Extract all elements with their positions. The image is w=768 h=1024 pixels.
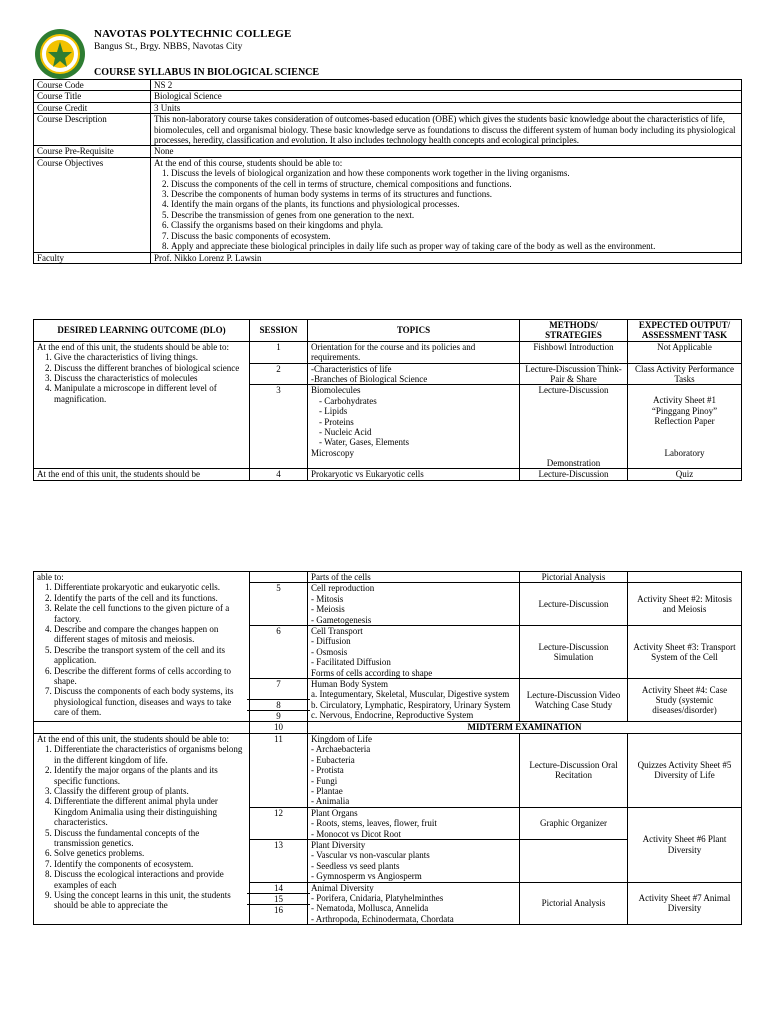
topic-subitem: - Facilitated Diffusion xyxy=(311,657,391,668)
unit3-dlo-cell xyxy=(34,733,250,924)
topic-subitem: - Monocot vs Dicot Root xyxy=(311,828,401,839)
session-row-11 xyxy=(34,733,742,807)
session-topic xyxy=(308,882,520,925)
course-credit-value: 3 Units xyxy=(151,102,742,113)
topic-line: Plant Diversity xyxy=(311,839,366,850)
topic-line: Biomolecules xyxy=(311,385,361,396)
syllabus-page-1 xyxy=(0,0,768,510)
session-number: 3 xyxy=(250,385,308,469)
course-code-value: NS 2 xyxy=(151,80,742,91)
session-number: 2 xyxy=(250,363,308,385)
session-number-14: 14 xyxy=(247,883,310,894)
session-method xyxy=(520,839,628,882)
objective-item: 7. Discuss the basic components of ecosystem. xyxy=(171,231,738,241)
dlo-item: 6. Solve genetics problems. xyxy=(54,848,246,858)
topic-subitem: - Osmosis xyxy=(311,646,348,657)
course-description-value: This non-laboratory course takes consideration of outcomes-based education (OBE) which gives the students basic knowledge about the characteristics of life, biomolecules, cell and organismal biology. These basic knowledge serve as foundations to discuss the different system of human body including its physiological processes, heredity, classification and evolution. It also includes technology health concepts and ecological principles. xyxy=(151,114,742,146)
dlo-item: 8. Discuss the ecological interactions and provide examples of each xyxy=(54,869,246,890)
session-method: Pictorial Analysis xyxy=(520,572,628,583)
course-prereq-label: Course Pre-Requisite xyxy=(34,146,151,157)
session-output: Class Activity Performance Tasks xyxy=(628,363,742,385)
faculty-row xyxy=(34,252,742,263)
session-topic xyxy=(308,626,520,679)
dlo-item: 1. Differentiate prokaryotic and eukaryotic cells. xyxy=(54,582,246,592)
topic-subitem: c. Nervous, Endocrine, Reproductive System xyxy=(311,710,474,721)
course-prereq-value: None xyxy=(151,146,742,157)
session-number xyxy=(250,572,308,583)
college-seal-icon xyxy=(34,28,86,80)
session-topic xyxy=(308,385,520,469)
topic-subitem: - Seedless vs seed plants xyxy=(311,860,400,871)
session-method: Lecture-Discussion Simulation xyxy=(520,626,628,679)
topic-line: -Branches of Biological Science xyxy=(311,374,428,385)
session-output: Activity Sheet #6 Plant Diversity xyxy=(628,807,742,882)
topic-subitem: - Nucleic Acid xyxy=(319,427,372,438)
unit1-dlo-cell xyxy=(34,341,250,468)
college-address: Bangus St., Brgy. NBBS, Navotas City xyxy=(94,42,243,52)
session-output: Not Applicable xyxy=(628,341,742,363)
topic-subitem: - Water, Gases, Elements xyxy=(319,437,409,448)
topic-subitem: - Vascular vs non-vascular plants xyxy=(311,850,430,861)
session-number: 4 xyxy=(250,469,308,480)
session-number: 1 xyxy=(250,341,308,363)
session-topic xyxy=(308,679,520,722)
session-method: Graphic Organizer xyxy=(520,807,628,839)
objective-item: 6. Classify the organisms based on their kingdoms and phyla. xyxy=(171,220,738,230)
unit2-dlo-list xyxy=(37,582,246,717)
topic-line: Forms of cells according to shape xyxy=(311,667,433,678)
faculty-value: Prof. Nikko Lorenz P. Lawsin xyxy=(151,252,742,263)
topics-column-header: TOPICS xyxy=(308,320,520,342)
topic-subitem: - Mitosis xyxy=(311,593,344,604)
session-topic xyxy=(308,583,520,626)
session-method: Lecture-Discussion Oral Recitation xyxy=(520,733,628,807)
topic-line: Animal Diversity xyxy=(311,882,374,893)
course-info-table xyxy=(33,79,742,264)
topic-subitem: - Animalia xyxy=(311,796,350,807)
topic-subitem: - Carbohydrates xyxy=(319,395,377,406)
output-column-header: EXPECTED OUTPUT/ ASSESSMENT TASK xyxy=(628,320,742,342)
session-output: Activity Sheet #7 Animal Diversity xyxy=(628,882,742,925)
course-description-label: Course Description xyxy=(34,114,151,146)
objectives-list xyxy=(154,168,738,251)
lesson-plan-table-part2 xyxy=(33,571,742,925)
session-row-4-cont xyxy=(34,572,742,583)
session-output xyxy=(628,572,742,583)
unit2-dlo-cell xyxy=(34,572,250,722)
unit1-dlo-list xyxy=(37,352,246,404)
session-method: Fishbowl Introduction xyxy=(520,341,628,363)
topic-subitem: - Protista xyxy=(311,765,344,776)
course-credit-label: Course Credit xyxy=(34,102,151,113)
dlo-item: 7. Discuss the components of each body systems, its physiological function, diseases and ways to take care of them. xyxy=(54,686,246,717)
dlo-item: 3. Discuss the characteristics of molecules xyxy=(54,373,246,383)
course-title-row xyxy=(34,91,742,102)
session-topic xyxy=(308,733,520,807)
dlo-item: 4. Describe and compare the changes happen on different stages of mitosis and meiosis. xyxy=(54,624,246,645)
course-code-label: Course Code xyxy=(34,80,151,91)
lesson-plan-table-part1 xyxy=(33,319,742,481)
objective-item: 1. Discuss the levels of biological organization and how these components work together in the living organisms. xyxy=(171,168,738,178)
session-method xyxy=(520,385,628,469)
session-number: 10 xyxy=(250,722,308,733)
topic-subitem: - Archaebacteria xyxy=(311,744,371,755)
dlo-item: 1. Differentiate the characteristics of organisms belong in the different kingdom of life. xyxy=(54,744,246,765)
topic-subitem: - Porifera, Cnidaria, Platyhelminthes xyxy=(311,892,444,903)
session-method: Lecture-Discussion Think-Pair & Share xyxy=(520,363,628,385)
topic-subitem: - Meiosis xyxy=(311,604,345,615)
session-output: Quiz xyxy=(628,469,742,480)
faculty-label: Faculty xyxy=(34,252,151,263)
objective-item: 8. Apply and appreciate these biological principles in daily life such as proper way of taking care of the body as well as the environment. xyxy=(171,241,738,251)
session-number: 5 xyxy=(250,583,308,626)
session-output xyxy=(628,385,742,469)
course-description-row xyxy=(34,114,742,146)
dlo-item: 4. Manipulate a microscope in different level of magnification. xyxy=(54,383,246,404)
dlo-item: 2. Identify the major organs of the plants and its specific functions. xyxy=(54,765,246,786)
dlo-item: 7. Identify the components of ecosystem. xyxy=(54,859,246,869)
session-method: Lecture-Discussion Video Watching Case Study xyxy=(520,679,628,722)
session-number-15: 15 xyxy=(247,894,310,905)
dlo-item: 2. Identify the parts of the cell and its functions. xyxy=(54,593,246,603)
midterm-row xyxy=(34,722,742,733)
unit3-dlo-list xyxy=(37,744,246,911)
topic-sublist xyxy=(311,396,516,448)
course-code-row xyxy=(34,80,742,91)
unit2-intro: At the end of this unit, the students should be xyxy=(34,469,250,480)
session-topic xyxy=(308,807,520,839)
topic-sublist xyxy=(311,594,516,625)
topic-subitem: - Arthropoda, Echinodermata, Chordata xyxy=(311,913,454,924)
dlo-item: 3. Relate the cell functions to the given picture of a factory. xyxy=(54,603,246,624)
session-number: 13 xyxy=(250,839,308,882)
topic-subitem: - Eubacteria xyxy=(311,754,355,765)
topic-subitem: - Gametogenesis xyxy=(311,614,372,625)
topic-subitem: b. Circulatory, Lymphatic, Respiratory, Urinary System xyxy=(311,699,511,710)
session-topic xyxy=(308,839,520,882)
session-output: Activity Sheet #3: Transport System of the Cell xyxy=(628,626,742,679)
topic-subitem: - Fungi xyxy=(311,775,338,786)
objective-item: 3. Describe the components of human body systems in terms of its structures and functions. xyxy=(171,189,738,199)
session-number-9: 9 xyxy=(276,711,281,722)
topic-sublist xyxy=(311,636,516,667)
midterm-label: MIDTERM EXAMINATION xyxy=(308,722,742,733)
topic-subitem: a. Integumentary, Skeletal, Muscular, Digestive system xyxy=(311,689,510,700)
course-objectives-value xyxy=(151,157,742,252)
session-method: Lecture-Discussion xyxy=(520,583,628,626)
session-number: 11 xyxy=(250,733,308,807)
unit2-intro-cont: able to: xyxy=(37,572,64,582)
dlo-item: 9. Using the concept learns in this unit, the students should be able to appreciate the xyxy=(54,890,246,911)
session-topic xyxy=(308,363,520,385)
session-number: 6 xyxy=(250,626,308,679)
topic-subitem: - Lipids xyxy=(319,406,348,417)
objective-item: 5. Describe the transmission of genes from one generation to the next. xyxy=(171,210,738,220)
session-number: 12 xyxy=(250,807,308,839)
topic-line: Human Body System xyxy=(311,679,389,690)
column-header-row xyxy=(34,320,742,342)
objectives-intro: At the end of this course, students should be able to: xyxy=(154,157,343,168)
session-number-8: 8 xyxy=(247,700,310,711)
session-output: Quizzes Activity Sheet #5 Diversity of Life xyxy=(628,733,742,807)
dlo-item: 1. Give the characteristics of living things. xyxy=(54,352,246,362)
dlo-item: 2. Discuss the different branches of biological science xyxy=(54,363,246,373)
syllabus-title: COURSE SYLLABUS IN BIOLOGICAL SCIENCE xyxy=(94,67,320,78)
topic-subitem: - Roots, stems, leaves, flower, fruit xyxy=(311,818,437,829)
topic-subitem: - Gymnosperm vs Angiosperm xyxy=(311,871,422,882)
topic-subitem: - Nematoda, Mollusca, Annelida xyxy=(311,903,429,914)
topic-line: Microscopy xyxy=(311,447,354,458)
course-title-label: Course Title xyxy=(34,91,151,102)
session-number-16: 16 xyxy=(274,904,283,915)
topic-line: Kingdom of Life xyxy=(311,733,372,744)
session-output: Activity Sheet #2: Mitosis and Meiosis xyxy=(628,583,742,626)
session-method: Pictorial Analysis xyxy=(520,882,628,925)
output-line: “Pinggang Pinoy” xyxy=(651,405,718,416)
method-line: Demonstration xyxy=(546,457,601,468)
syllabus-page-2 xyxy=(0,571,768,1024)
dlo-item: 6. Describe the different forms of cells according to shape. xyxy=(54,666,246,687)
session-topic: Prokaryotic vs Eukaryotic cells xyxy=(308,469,520,480)
dlo-item: 5. Discuss the fundamental concepts of the transmission genetics. xyxy=(54,828,246,849)
topic-line: Plant Organs xyxy=(311,807,358,818)
midterm-blank xyxy=(34,722,250,733)
dlo-item: 5. Describe the transport system of the cell and its application. xyxy=(54,645,246,666)
output-line: Activity Sheet #1 xyxy=(653,395,716,406)
methods-column-header: METHODS/ STRATEGIES xyxy=(520,320,628,342)
dlo-item: 3. Classify the different group of plants. xyxy=(54,786,246,796)
unit3-intro: At the end of this unit, the students should be able to: xyxy=(37,733,229,744)
output-line: Laboratory xyxy=(664,447,705,458)
course-prereq-row xyxy=(34,146,742,157)
topic-line: -Characteristics of life xyxy=(311,363,392,374)
dlo-item: 4. Differentiate the different animal phyla under Kingdom Animalia using their distinguishing characteristics. xyxy=(54,796,246,827)
topic-subitem: - Plantae xyxy=(311,785,343,796)
course-objectives-label: Course Objectives xyxy=(34,157,151,252)
session-output: Activity Sheet #4: Case Study (systemic diseases/disorder) xyxy=(628,679,742,722)
output-line: Reflection Paper xyxy=(654,416,715,427)
course-title-value: Biological Science xyxy=(151,91,742,102)
objective-item: 4. Identify the main organs of the plants, its functions and physiological processes. xyxy=(171,199,738,209)
session-row-4 xyxy=(34,469,742,480)
unit1-intro: At the end of this unit, the students should be able to: xyxy=(37,341,229,352)
method-line: Lecture-Discussion xyxy=(538,385,609,396)
topic-subitem: - Proteins xyxy=(319,416,354,427)
course-credit-row xyxy=(34,102,742,113)
session-method: Lecture-Discussion xyxy=(520,469,628,480)
dlo-column-header: DESIRED LEARNING OUTCOME (DLO) xyxy=(34,320,250,342)
topic-line: Cell Transport xyxy=(311,626,363,637)
session-row-1 xyxy=(34,341,742,363)
session-topic: Parts of the cells xyxy=(308,572,520,583)
session-number xyxy=(250,882,308,925)
topic-line: Cell reproduction xyxy=(311,583,375,594)
session-column-header: SESSION xyxy=(250,320,308,342)
course-objectives-row xyxy=(34,157,742,252)
session-topic: Orientation for the course and its policies and requirements. xyxy=(308,341,520,363)
college-name: NAVOTAS POLYTECHNIC COLLEGE xyxy=(94,28,292,40)
objective-item: 2. Discuss the components of the cell in terms of structure, chemical compositions and functions. xyxy=(171,179,738,189)
topic-subitem: - Diffusion xyxy=(311,636,351,647)
session-number-7: 7 xyxy=(247,679,310,700)
session-number xyxy=(250,679,308,722)
